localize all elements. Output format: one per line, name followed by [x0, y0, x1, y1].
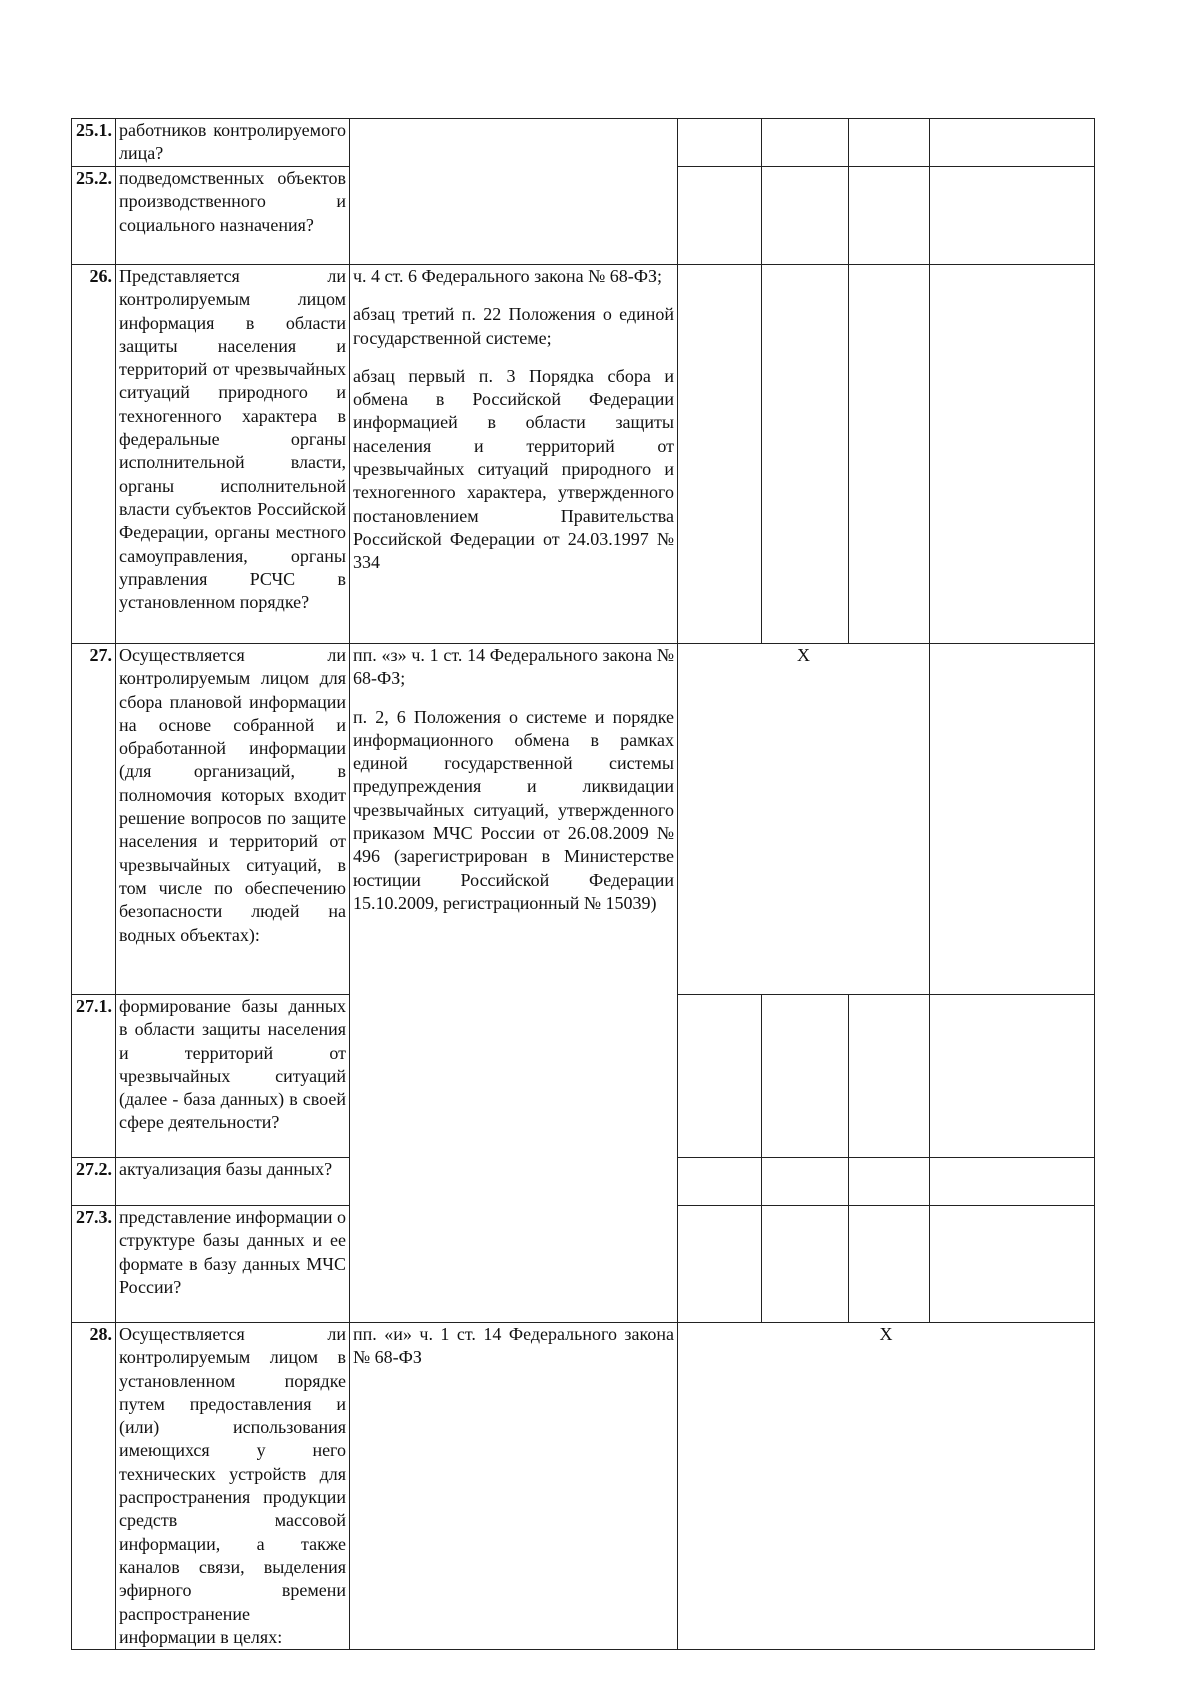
answer-yes-cell[interactable] — [678, 995, 762, 1158]
table-row — [72, 119, 1095, 167]
not-applicable-mark: Х — [678, 1323, 1095, 1650]
notes-cell[interactable] — [930, 265, 1095, 644]
question-text: актуализация базы данных? — [116, 1158, 350, 1206]
answer-no-cell[interactable] — [762, 995, 849, 1158]
question-text: подведомственных объектов производственного и социального назначения? — [116, 167, 350, 265]
answer-yes-cell[interactable] — [678, 1206, 762, 1323]
table-row — [72, 265, 1095, 644]
notes-cell[interactable] — [930, 1206, 1095, 1323]
legal-reference: ч. 4 ст. 6 Федерального закона № 68-ФЗ; — [353, 266, 663, 286]
answer-no-cell[interactable] — [762, 167, 849, 265]
row-number: 25.1. — [72, 119, 116, 167]
question-text: Осуществляется ли контролируемым лицом для сбора плановой информации на основе собранной и обработанной информации (для организаций, в полномочия которых входит решение вопросов по защите населения и территорий от чрезвычайных ситуаций, в том числе по обеспечению безопасности людей на водных объектах): — [116, 644, 350, 995]
answer-na-cell[interactable] — [849, 995, 930, 1158]
table-row — [72, 1323, 1095, 1650]
answer-no-cell[interactable] — [762, 1206, 849, 1323]
row-number: 27. — [72, 644, 116, 995]
legal-reference-cell — [350, 119, 678, 265]
answer-yes-cell[interactable] — [678, 265, 762, 644]
legal-reference: п. 2, 6 Положения о системе и порядке информационного обмена в рамках единой государственной системы предупреждения и ликвидации чрезвычайных ситуаций, утвержденного приказом МЧС России от 26.08.2009 № 496 (зарегистрирован в Министерстве юстиции Российской Федерации 15.10.2009, регистрационный № 15039) — [353, 706, 674, 913]
answer-na-cell[interactable] — [849, 167, 930, 265]
row-number: 28. — [72, 1323, 116, 1650]
legal-reference-cell — [350, 265, 678, 644]
row-number: 27.3. — [72, 1206, 116, 1323]
answer-yes-cell[interactable] — [678, 167, 762, 265]
question-text: формирование базы данных в области защиты населения и территорий от чрезвычайных ситуаций (далее - база данных) в своей сфере деятельности? — [116, 995, 350, 1158]
legal-reference: пп. «з» ч. 1 ст. 14 Федерального закона № 68-ФЗ; — [353, 645, 674, 689]
notes-cell[interactable] — [930, 644, 1095, 995]
table-row — [72, 644, 1095, 995]
answer-no-cell[interactable] — [762, 119, 849, 167]
answer-no-cell[interactable] — [762, 1158, 849, 1206]
checklist-table — [71, 118, 1095, 1650]
row-number: 27.2. — [72, 1158, 116, 1206]
answer-na-cell[interactable] — [849, 265, 930, 644]
question-text: Осуществляется ли контролируемым лицом в установленном порядке путем предоставления и (или) использования имеющихся у него технических устройств для распространения продукции средств массовой информации, а также каналов связи, выделения эфирного времени распространение информации в целях: — [116, 1323, 350, 1650]
notes-cell[interactable] — [930, 995, 1095, 1158]
notes-cell[interactable] — [930, 167, 1095, 265]
row-number: 25.2. — [72, 167, 116, 265]
question-text: работников контролируемого лица? — [116, 119, 350, 167]
answer-na-cell[interactable] — [849, 1158, 930, 1206]
row-number: 27.1. — [72, 995, 116, 1158]
legal-reference: абзац первый п. 3 Порядка сбора и обмена в Российской Федерации информацией в области защиты населения и территорий от чрезвычайных ситуаций природного и техногенного характера, утвержденного постановлением Правительства Российской Федерации от 24.03.1997 № 334 — [353, 365, 674, 573]
legal-reference: абзац третий п. 22 Положения о единой государственной системе; — [353, 304, 674, 348]
answer-yes-cell[interactable] — [678, 1158, 762, 1206]
legal-reference-cell — [350, 644, 678, 1323]
question-text: представление информации о структуре базы данных и ее формате в базу данных МЧС России? — [116, 1206, 350, 1323]
answer-no-cell[interactable] — [762, 265, 849, 644]
legal-reference: пп. «и» ч. 1 ст. 14 Федерального закона № 68-ФЗ — [353, 1324, 674, 1368]
question-text: Представляется ли контролируемым лицом информация в области защиты населения и территорий от чрезвычайных ситуаций природного и техногенного характера в федеральные органы исполнительной власти, органы исполнительной власти субъектов Российской Федерации, органы местного самоуправления, органы управления РСЧС в установленном порядке? — [116, 265, 350, 644]
answer-yes-cell[interactable] — [678, 119, 762, 167]
answer-na-cell[interactable] — [849, 1206, 930, 1323]
notes-cell[interactable] — [930, 119, 1095, 167]
row-number: 26. — [72, 265, 116, 644]
not-applicable-mark: Х — [678, 644, 930, 995]
legal-reference-cell — [350, 1323, 678, 1650]
answer-na-cell[interactable] — [849, 119, 930, 167]
notes-cell[interactable] — [930, 1158, 1095, 1206]
